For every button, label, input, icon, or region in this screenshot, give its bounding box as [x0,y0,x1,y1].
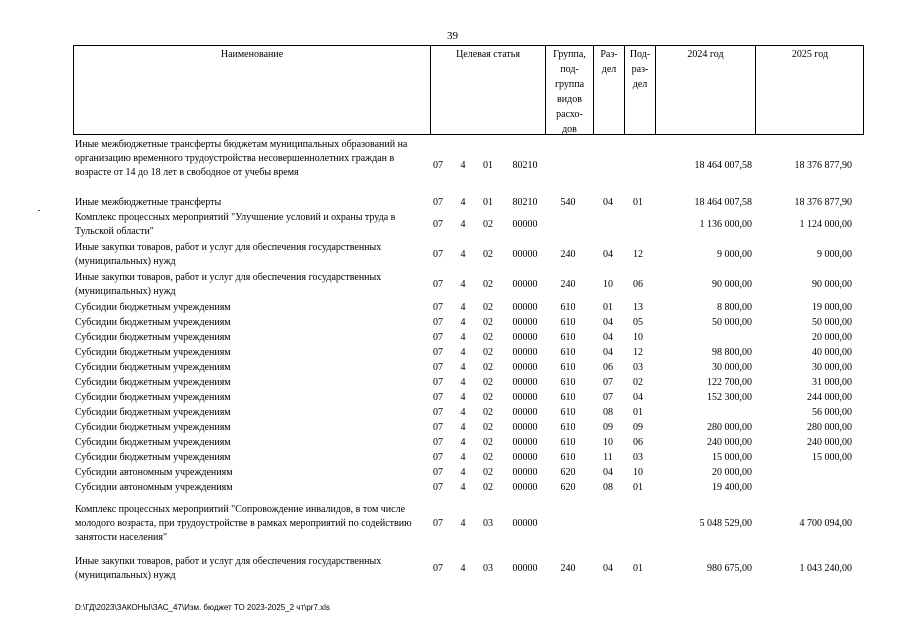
amount-2024: 30 000,00 [712,362,752,373]
code-b: 4 [460,160,466,171]
header-year-2024: 2024 год [687,49,724,60]
section-code: 04 [603,332,613,343]
amount-2025: 19 000,00 [812,302,852,313]
code-d: 00000 [512,302,538,313]
group-code: 610 [560,437,576,448]
subsection-code: 03 [633,362,643,373]
subsection-code: 09 [633,422,643,433]
code-b: 4 [460,377,466,388]
amount-2024: 90 000,00 [712,279,752,290]
code-a: 07 [433,362,443,373]
code-d: 00000 [512,317,538,328]
code-b: 4 [460,467,466,478]
amount-2025: 30 000,00 [812,362,852,373]
code-c: 02 [483,482,493,493]
subsection-code: 13 [633,302,643,313]
code-d: 80210 [512,160,538,171]
row-name: Субсидии бюджетным учреждениям [75,347,231,358]
code-c: 02 [483,392,493,403]
section-code: 04 [603,467,613,478]
table-row [0,211,905,239]
table-row [0,555,905,583]
code-c: 02 [483,219,493,230]
code-a: 07 [433,452,443,463]
row-name: Субсидии бюджетным учреждениям [75,392,231,403]
group-code: 610 [560,362,576,373]
code-b: 4 [460,219,466,230]
code-c: 02 [483,249,493,260]
subsection-code: 12 [633,347,643,358]
code-c: 02 [483,347,493,358]
table-row [0,196,905,210]
header-year-2025: 2025 год [791,49,829,60]
section-code: 11 [603,452,613,463]
code-d: 00000 [512,332,538,343]
code-c: 02 [483,422,493,433]
group-code: 240 [560,279,576,290]
section-code: 01 [603,302,613,313]
header-subsection: Под- раз- дел [629,49,651,90]
code-b: 4 [460,332,466,343]
row-name: Иные закупки товаров, работ и услуг для обеспечения государственных (муниципальных) нужд [75,272,382,297]
group-code: 610 [560,347,576,358]
code-a: 07 [433,219,443,230]
subsection-code: 01 [633,563,643,574]
code-a: 07 [433,317,443,328]
subsection-code: 12 [633,249,643,260]
code-a: 07 [433,518,443,529]
code-b: 4 [460,347,466,358]
subsection-code: 06 [633,279,643,290]
code-c: 02 [483,407,493,418]
amount-2024: 1 136 000,00 [699,219,752,230]
code-d: 00000 [512,518,538,529]
code-d: 00000 [512,362,538,373]
code-a: 07 [433,482,443,493]
group-code: 610 [560,302,576,313]
code-b: 4 [460,518,466,529]
code-a: 07 [433,249,443,260]
subsection-code: 05 [633,317,643,328]
amount-2025: 40 000,00 [812,347,852,358]
row-name: Иные закупки товаров, работ и услуг для обеспечения государственных (муниципальных) нужд [75,556,382,581]
subsection-code: 10 [633,467,643,478]
code-d: 00000 [512,563,538,574]
group-code: 610 [560,377,576,388]
amount-2024: 9 000,00 [717,249,752,260]
section-code: 08 [603,407,613,418]
subsection-code: 06 [633,437,643,448]
code-b: 4 [460,452,466,463]
code-d: 00000 [512,482,538,493]
table-row [0,406,905,420]
code-b: 4 [460,317,466,328]
code-c: 02 [483,437,493,448]
code-d: 00000 [512,467,538,478]
code-d: 00000 [512,422,538,433]
table-row [0,376,905,390]
code-d: 00000 [512,377,538,388]
code-c: 02 [483,377,493,388]
table-row [0,271,905,299]
code-a: 07 [433,392,443,403]
code-a: 07 [433,437,443,448]
subsection-code: 01 [633,197,643,208]
code-a: 07 [433,467,443,478]
header-group: Группа, под- группа видов расхо- дов [553,49,586,135]
code-a: 07 [433,279,443,290]
section-code: 08 [603,482,613,493]
group-code: 610 [560,392,576,403]
row-name: Субсидии бюджетным учреждениям [75,377,231,388]
section-code: 04 [603,197,613,208]
amount-2024: 20 000,00 [712,467,752,478]
amount-2025: 9 000,00 [817,249,852,260]
row-name: Субсидии бюджетным учреждениям [75,407,231,418]
code-d: 00000 [512,392,538,403]
amount-2025: 1 043 240,00 [799,563,852,574]
group-code: 610 [560,332,576,343]
table-row [0,421,905,435]
table-row [0,301,905,315]
code-d: 00000 [512,452,538,463]
amount-2024: 98 800,00 [712,347,752,358]
row-name: Субсидии бюджетным учреждениям [75,332,231,343]
amount-2025: 280 000,00 [807,422,852,433]
header-target: Целевая статья [456,49,520,60]
code-d: 00000 [512,279,538,290]
code-c: 02 [483,362,493,373]
code-c: 02 [483,332,493,343]
code-a: 07 [433,563,443,574]
code-d: 00000 [512,407,538,418]
code-a: 07 [433,302,443,313]
amount-2025: 240 000,00 [807,437,852,448]
section-code: 06 [603,362,613,373]
code-a: 07 [433,332,443,343]
code-a: 07 [433,197,443,208]
row-name: Субсидии бюджетным учреждениям [75,302,231,313]
row-name: Субсидии бюджетным учреждениям [75,362,231,373]
section-code: 10 [603,279,613,290]
section-code: 04 [603,317,613,328]
row-name: Субсидии бюджетным учреждениям [75,437,231,448]
code-a: 07 [433,347,443,358]
group-code: 620 [560,467,576,478]
subsection-code: 04 [633,392,643,403]
table-row [0,316,905,330]
group-code: 610 [560,452,576,463]
table-row [0,346,905,360]
group-code: 240 [560,563,576,574]
section-code: 07 [603,377,613,388]
amount-2024: 18 464 007,58 [694,197,752,208]
group-code: 620 [560,482,576,493]
amount-2025: 20 000,00 [812,332,852,343]
amount-2025: 18 376 877,90 [794,197,852,208]
group-code: 240 [560,249,576,260]
section-code: 04 [603,249,613,260]
page-number: 39 [447,30,458,42]
code-c: 02 [483,317,493,328]
amount-2025: 18 376 877,90 [794,160,852,171]
amount-2024: 18 464 007,58 [694,160,752,171]
code-c: 03 [483,518,493,529]
code-b: 4 [460,563,466,574]
code-d: 80210 [512,197,538,208]
code-b: 4 [460,279,466,290]
file-path: D:\ГД\2023\ЗАКОНЫ\ЗАС_47\Изм. бюджет ТО 2023-2025_2 чт\pr7.xls [75,603,330,612]
code-c: 01 [483,197,493,208]
code-c: 02 [483,302,493,313]
amount-2024: 152 300,00 [707,392,752,403]
group-code: 540 [560,197,576,208]
amount-2024: 280 000,00 [707,422,752,433]
code-b: 4 [460,249,466,260]
table-row [0,436,905,450]
row-name: Иные закупки товаров, работ и услуг для обеспечения государственных (муниципальных) нужд [75,242,382,267]
amount-2025: 15 000,00 [812,452,852,463]
code-c: 03 [483,563,493,574]
code-a: 07 [433,407,443,418]
code-a: 07 [433,377,443,388]
code-b: 4 [460,482,466,493]
section-code: 04 [603,563,613,574]
amount-2025: 31 000,00 [812,377,852,388]
code-b: 4 [460,302,466,313]
amount-2024: 19 400,00 [712,482,752,493]
amount-2025: 1 124 000,00 [799,219,852,230]
code-a: 07 [433,160,443,171]
code-d: 00000 [512,347,538,358]
table-row [0,481,905,495]
code-d: 00000 [512,219,538,230]
amount-2025: 244 000,00 [807,392,852,403]
code-b: 4 [460,437,466,448]
row-name: Комплекс процессных мероприятий "Сопровождение инвалидов, в том числе молодого возраста, при трудоустройстве в рамках мероприятий по содействию занятости населения" [75,504,412,543]
amount-2024: 8 800,00 [717,302,752,313]
code-b: 4 [460,422,466,433]
table-row [0,138,905,194]
code-c: 02 [483,452,493,463]
header-section: Раз- дел [600,49,618,75]
section-code: 04 [603,347,613,358]
code-c: 01 [483,160,493,171]
subsection-code: 01 [633,407,643,418]
code-c: 02 [483,279,493,290]
row-name: Субсидии автономным учреждениям [75,482,233,493]
code-d: 00000 [512,437,538,448]
section-code: 10 [603,437,613,448]
group-code: 610 [560,422,576,433]
row-name: Иные межбюджетные трансферты бюджетам муниципальных образований на организацию временного трудоустройства несовершеннолетних граждан в возрасте от 14 до 18 лет в свободное от учебы время [75,139,408,178]
amount-2024: 15 000,00 [712,452,752,463]
code-a: 07 [433,422,443,433]
subsection-code: 10 [633,332,643,343]
section-code: 09 [603,422,613,433]
table-row [0,451,905,465]
table-row [0,503,905,545]
group-code: 610 [560,317,576,328]
row-name: Комплекс процессных мероприятий "Улучшение условий и охраны труда в Тульской области" [75,212,396,237]
section-code: 07 [603,392,613,403]
table-row [0,331,905,345]
amount-2024: 5 048 529,00 [699,518,752,529]
amount-2024: 50 000,00 [712,317,752,328]
amount-2024: 980 675,00 [707,563,752,574]
header-name: Наименование [220,49,284,60]
subsection-code: 02 [633,377,643,388]
code-d: 00000 [512,249,538,260]
code-b: 4 [460,407,466,418]
table-row [0,391,905,405]
code-b: 4 [460,197,466,208]
amount-2024: 240 000,00 [707,437,752,448]
amount-2025: 56 000,00 [812,407,852,418]
subsection-code: 01 [633,482,643,493]
row-name: Субсидии бюджетным учреждениям [75,452,231,463]
table-row [0,241,905,269]
code-b: 4 [460,392,466,403]
row-name: Субсидии автономным учреждениям [75,467,233,478]
amount-2025: 4 700 094,00 [799,518,852,529]
row-name: Субсидии бюджетным учреждениям [75,317,231,328]
amount-2025: 50 000,00 [812,317,852,328]
code-c: 02 [483,467,493,478]
table-row [0,466,905,480]
row-name: Иные межбюджетные трансферты [75,197,222,208]
row-name: Субсидии бюджетным учреждениям [75,422,231,433]
amount-2025: 90 000,00 [812,279,852,290]
subsection-code: 03 [633,452,643,463]
code-b: 4 [460,362,466,373]
amount-2024: 122 700,00 [707,377,752,388]
group-code: 610 [560,407,576,418]
table-row [0,361,905,375]
